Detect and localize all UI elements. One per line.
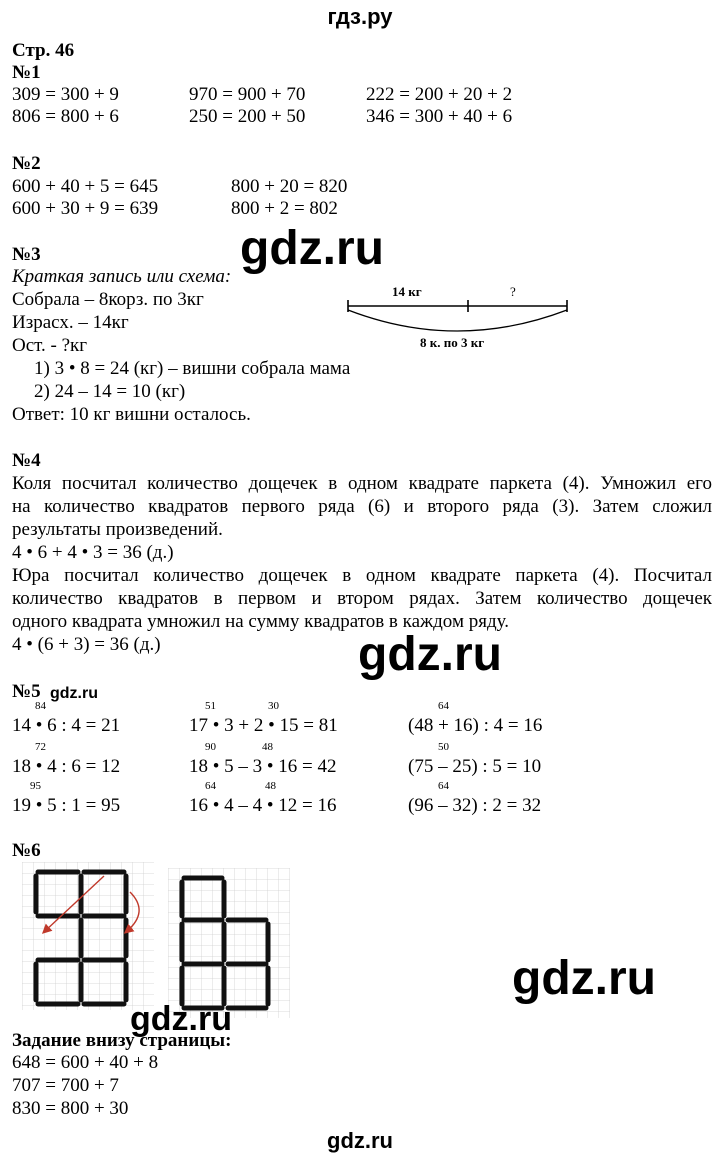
task2-eq: 800 + 20 = 820 (231, 176, 348, 197)
intermediate-result: 95 (30, 780, 41, 792)
page-reference: Стр. 46 (12, 40, 75, 61)
task2-number: №2 (12, 153, 41, 174)
diagram-left-label: 14 кг (392, 284, 422, 299)
task1-eq: 309 = 300 + 9 (12, 84, 119, 105)
task2-eq: 600 + 40 + 5 = 645 (12, 176, 159, 197)
task4-number: №4 (12, 450, 41, 471)
task3-line: Израсх. – 14кг (12, 312, 129, 333)
task4-paragraph-line: Юра посчитал количество дощечек в одном квадрате паркета (4). Посчитал (12, 565, 712, 586)
task3-note: Краткая запись или схема: (12, 266, 232, 287)
footer-watermark: gdz.ru (327, 1128, 393, 1153)
task5-expression: (96 – 32) : 2 = 32 (408, 795, 542, 816)
watermark: gdz.ru (512, 952, 656, 1005)
task4-paragraph-line: результаты произведений. (12, 519, 223, 540)
intermediate-result: 30 (268, 700, 279, 712)
bottom-task-title: Задание внизу страницы: (12, 1030, 232, 1051)
intermediate-result: 72 (35, 741, 46, 753)
task1-number: №1 (12, 62, 41, 83)
site-header: гдз.ру (327, 4, 393, 29)
watermark: gdz.ru (50, 685, 98, 702)
task3-number: №3 (12, 244, 41, 265)
task3-answer: Ответ: 10 кг вишни осталось. (12, 404, 251, 425)
intermediate-result: 64 (438, 700, 449, 712)
task1-eq: 346 = 300 + 40 + 6 (366, 106, 513, 127)
watermark: gdz.ru (358, 628, 502, 681)
intermediate-result: 50 (438, 741, 449, 753)
watermark: gdz.ru (240, 222, 384, 275)
intermediate-result: 64 (205, 780, 216, 792)
task1-eq: 806 = 800 + 6 (12, 106, 119, 127)
task4-paragraph-line: одного квадрата умножил на сумму квадратов в каждом ряду. (12, 611, 509, 632)
task3-step: 1) 3 • 8 = 24 (кг) – вишни собрала мама (34, 358, 351, 379)
matchstick-puzzle-start (22, 862, 154, 1010)
intermediate-result: 48 (262, 741, 273, 753)
bottom-task-line: 707 = 700 + 7 (12, 1075, 119, 1096)
task5-expression: (48 + 16) : 4 = 16 (408, 715, 543, 736)
task1-eq: 970 = 900 + 70 (189, 84, 306, 105)
intermediate-result: 51 (205, 700, 216, 712)
task4-equation: 4 • 6 + 4 • 3 = 36 (д.) (12, 542, 174, 563)
intermediate-result: 90 (205, 741, 216, 753)
task5-expression: 17 • 3 + 2 • 15 = 81 (189, 715, 338, 736)
task5-expression: 18 • 5 – 3 • 16 = 42 (189, 756, 337, 777)
task5-expression: 18 • 4 : 6 = 12 (12, 756, 121, 777)
task5-expression: (75 – 25) : 5 = 10 (408, 756, 542, 777)
task5-expression: 14 • 6 : 4 = 21 (12, 715, 121, 736)
task3-step: 2) 24 – 14 = 10 (кг) (34, 381, 186, 402)
bottom-task-line: 830 = 800 + 30 (12, 1098, 129, 1119)
task4-paragraph-line: Коля посчитал количество дощечек в одном квадрате паркета (4). Умножил его (12, 473, 712, 494)
intermediate-result: 84 (35, 700, 46, 712)
task4-paragraph-line: на количество квадратов первого ряда (6) и второго ряда (3). Затем сложил (12, 496, 712, 517)
task6-number: №6 (12, 840, 41, 861)
task4-paragraph-line: количество квадратов в первом и втором рядах. Затем количество дощечек (12, 588, 712, 609)
intermediate-result: 48 (265, 780, 276, 792)
watermark: gdz.ru (130, 1000, 232, 1038)
diagram-right-label: ? (510, 284, 516, 299)
task2-eq: 800 + 2 = 802 (231, 198, 338, 219)
task3-line: Ост. - ?кг (12, 335, 88, 356)
task4-equation: 4 • (6 + 3) = 36 (д.) (12, 634, 161, 655)
task1-eq: 250 = 200 + 50 (189, 106, 306, 127)
bottom-task-line: 648 = 600 + 40 + 8 (12, 1052, 159, 1073)
task5-expression: 16 • 4 – 4 • 12 = 16 (189, 795, 337, 816)
intermediate-result: 64 (438, 780, 449, 792)
task1-eq: 222 = 200 + 20 + 2 (366, 84, 513, 105)
task5-expression: 19 • 5 : 1 = 95 (12, 795, 121, 816)
task3-line: Собрала – 8корз. по 3кг (12, 289, 204, 310)
diagram-bottom-label: 8 к. по 3 кг (420, 335, 485, 350)
task5-number: №5 (12, 681, 41, 702)
task2-eq: 600 + 30 + 9 = 639 (12, 198, 159, 219)
matchstick-puzzle-solution (168, 868, 290, 1018)
